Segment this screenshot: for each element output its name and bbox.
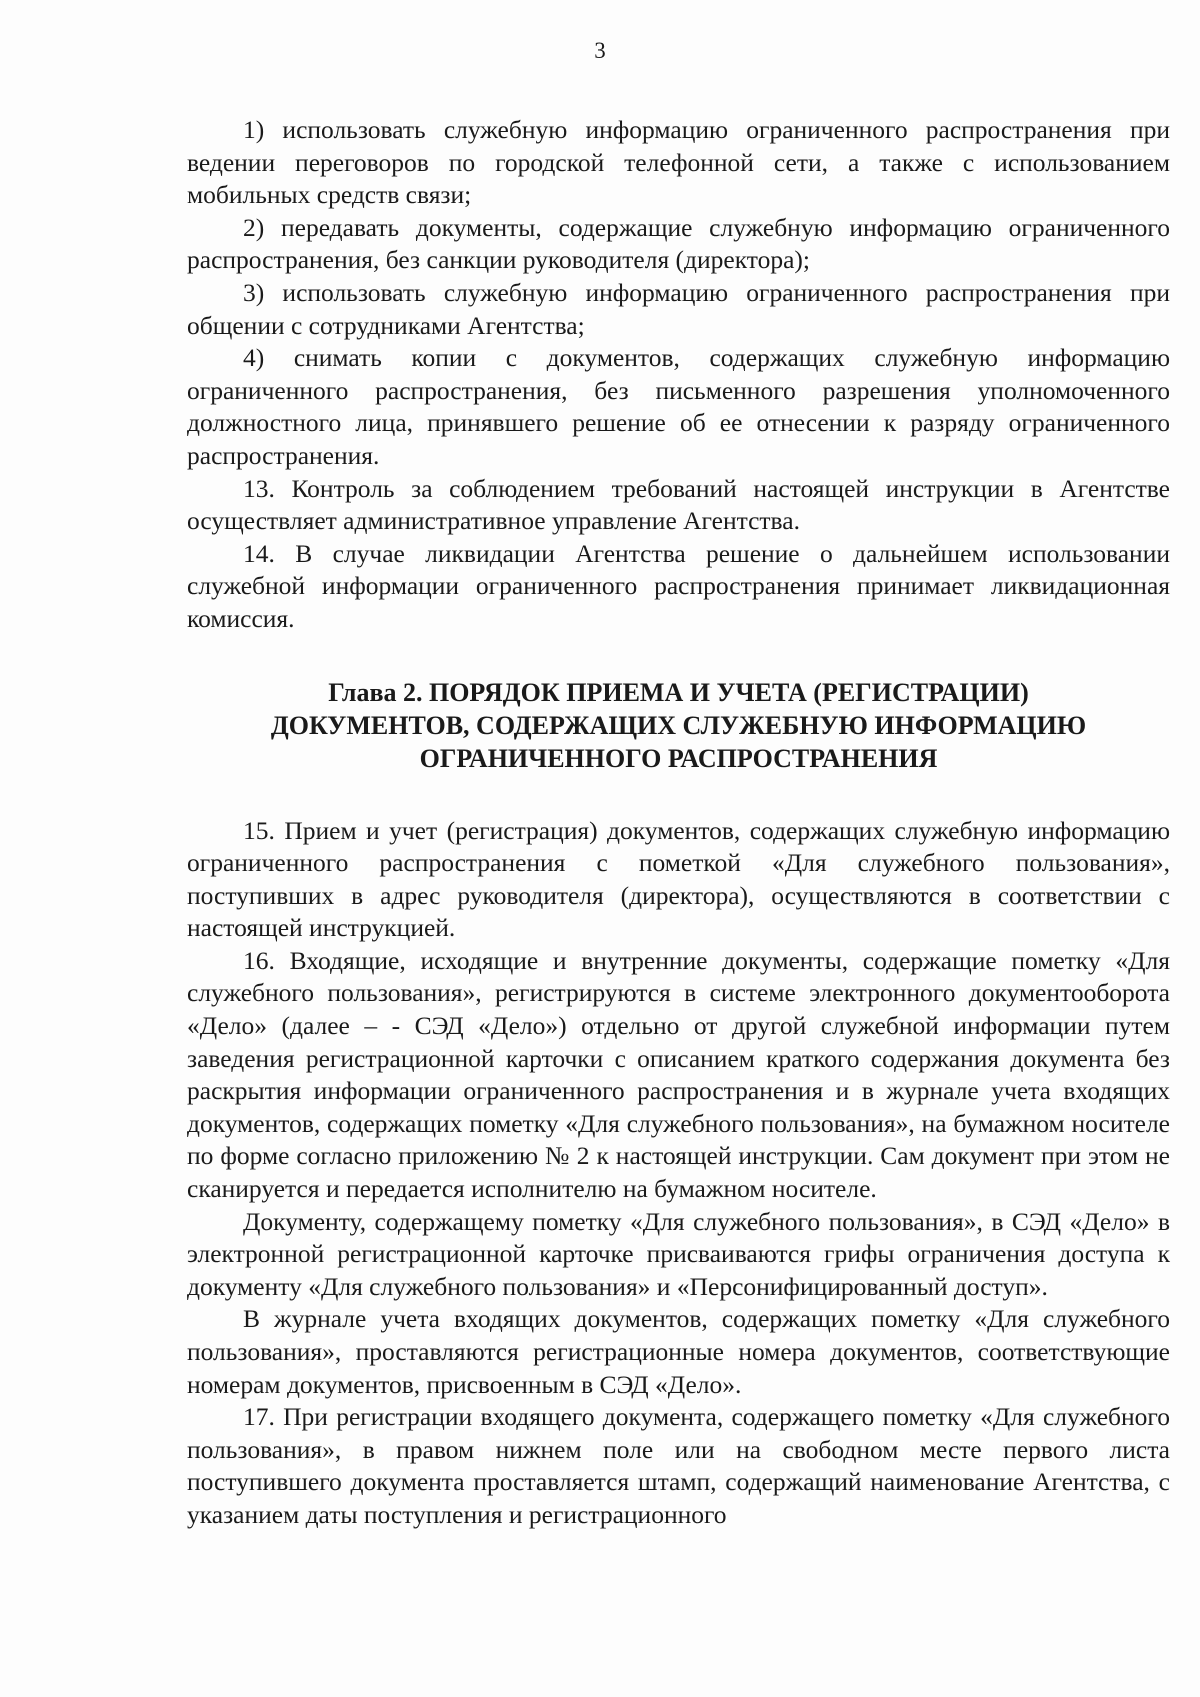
- chapter-heading-line: ДОКУМЕНТОВ, СОДЕРЖАЩИХ СЛУЖЕБНУЮ ИНФОРМАЦИЮ: [270, 710, 1087, 740]
- page-number: 3: [594, 38, 606, 63]
- paragraph-17: 17. При регистрации входящего документа, содержащего пометку «Для служебного пользования», в правом нижнем поле или на свободном месте первого листа поступившего документа проставляется штамп, содержащий наименование Агентства, с указанием даты поступления и регистрационного: [187, 1402, 1170, 1529]
- chapter-heading-line: ОГРАНИЧЕННОГО РАСПРОСТРАНЕНИЯ: [419, 743, 938, 773]
- paragraph-16: 16. Входящие, исходящие и внутренние документы, содержащие пометку «Для служебного пользования», регистрируются в системе электронного документооборота «Дело» (далее – - СЭД «Дело») отдельно от другой служебной информации путем заведения регистрационной карточки с описанием краткого содержания документа без раскрытия информации ограниченного распространения и в журнале учета входящих документов, содержащих пометку «Для служебного пользования», на бумажном носителе по форме согласно приложению № 2 к настоящей инструкции. Сам документ при этом не сканируется и передается исполнителю на бумажном носителе.: [187, 945, 1170, 1204]
- paragraph-14: 14. В случае ликвидации Агентства решение о дальнейшем использовании служебной информации ограниченного распространения принимает ликвидационная комиссия.: [187, 538, 1170, 633]
- list-item: 4) снимать копии с документов, содержащих служебную информацию ограниченного распространения, без письменного разрешения уполномоченного должностного лица, принявшего решение об ее отнесении к разряду ограниченного распространения.: [187, 343, 1170, 470]
- list-item: 1) использовать служебную информацию ограниченного распространения при ведении переговоров по городской телефонной сети, а также с использованием мобильных средств связи;: [187, 115, 1170, 210]
- paragraph-16-continuation: Документу, содержащему пометку «Для служебного пользования», в СЭД «Дело» в электронной регистрационной карточке присваиваются грифы ограничения доступа к документу «Для служебного пользования» и «Персонифицированный доступ».: [187, 1206, 1170, 1301]
- chapter-heading-line: Глава 2. ПОРЯДОК ПРИЕМА И УЧЕТА (РЕГИСТРАЦИИ): [328, 677, 1029, 707]
- paragraph-16-journal: В журнале учета входящих документов, содержащих пометку «Для служебного пользования», проставляются регистрационные номера документов, соответствующие номерам документов, присвоенным в СЭД «Дело».: [187, 1304, 1170, 1399]
- document-body: [187, 114, 1170, 1532]
- list-item: 2) передавать документы, содержащие служебную информацию ограниченного распространения, без санкции руководителя (директора);: [187, 212, 1170, 275]
- paragraph-13: 13. Контроль за соблюдением требований настоящей инструкции в Агентстве осуществляет административное управление Агентства.: [187, 473, 1170, 536]
- paragraph-15: 15. Прием и учет (регистрация) документов, содержащих служебную информацию ограниченного распространения с пометкой «Для служебного пользования», поступивших в адрес руководителя (директора), осуществляются в соответствии с настоящей инструкцией.: [187, 815, 1170, 943]
- chapter-heading: [187, 676, 1170, 775]
- list-item: 3) использовать служебную информацию ограниченного распространения при общении с сотрудниками Агентства;: [187, 277, 1170, 340]
